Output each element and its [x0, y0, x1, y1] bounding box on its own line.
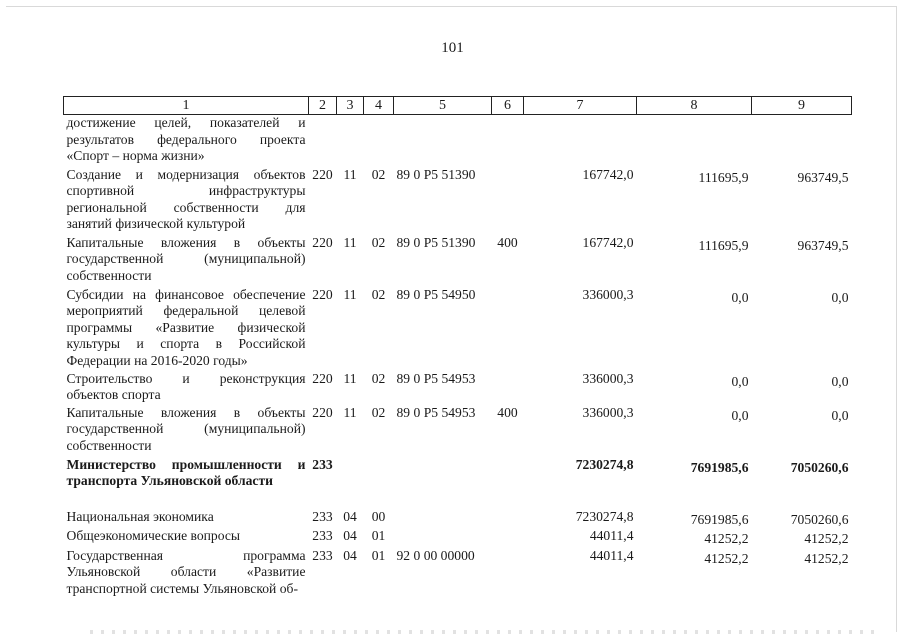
table-row	[64, 548, 852, 598]
column-header-1: 1	[64, 97, 309, 115]
cell-subsection: 01	[371, 528, 386, 543]
table-row	[64, 235, 852, 287]
cell-amount-col9: 7050260,6	[790, 459, 849, 475]
cell-amount-col7: 44011,4	[589, 528, 634, 543]
cell-subsection	[364, 115, 394, 167]
table-row	[64, 457, 852, 509]
cell-amount-col7: 336000,3	[582, 370, 634, 386]
table-body	[64, 115, 852, 598]
cell-gov-code	[309, 115, 337, 167]
cell-amount-col9: 41252,2	[804, 550, 849, 566]
column-header-4: 4	[364, 97, 394, 115]
cell-subsection	[364, 457, 394, 509]
cell-amount-col9: 0,0	[831, 289, 849, 305]
cell-expense-type	[492, 528, 524, 548]
row-name: Национальная экономика	[66, 508, 214, 524]
column-header-6: 6	[492, 97, 524, 115]
cell-amount-col9: 0,0	[831, 407, 849, 423]
column-header-7: 7	[524, 97, 637, 115]
cell-section: 04	[343, 508, 357, 524]
cell-subsection: 02	[371, 234, 386, 250]
table-row	[64, 287, 852, 371]
cell-target-article	[394, 115, 492, 167]
cell-expense-type	[492, 287, 524, 371]
cell-subsection: 02	[371, 166, 386, 182]
cell-gov-code: 220	[312, 286, 333, 302]
table-row	[64, 115, 852, 167]
cell-gov-code: 233	[312, 547, 333, 563]
cell-amount-col8: 7691985,6	[690, 511, 749, 527]
cell-amount-col8: 0,0	[731, 289, 749, 305]
cell-expense-type	[492, 167, 524, 235]
table-row	[64, 371, 852, 405]
table-row	[64, 405, 852, 457]
row-name: Капитальные вложения в объекты государственной (муниципальной) собственности	[66, 404, 306, 453]
cell-expense-type	[492, 115, 524, 167]
cell-gov-code: 233	[312, 528, 333, 543]
cell-subsection: 02	[371, 404, 386, 420]
cell-target-article: 89 0 Р5 54953	[396, 370, 476, 386]
cell-subsection: 02	[371, 286, 386, 302]
row-name: Строительство и реконструкция объектов спорта	[66, 370, 306, 402]
cell-expense-type: 400	[497, 234, 518, 250]
column-header-2: 2	[309, 97, 337, 115]
cell-amount-col7: 7230274,8	[575, 508, 634, 524]
cell-amount-col8: 41252,2	[704, 531, 749, 546]
cell-section: 04	[343, 528, 357, 543]
row-name: Государственная программа Ульяновской области «Развитие транспортной системы Ульяновской об-	[66, 547, 306, 596]
cell-amount-col8: 7691985,6	[690, 459, 749, 475]
cell-target-article: 89 0 Р5 54950	[396, 286, 476, 302]
cell-amount-col7: 7230274,8	[575, 456, 634, 472]
scan-artifact	[90, 630, 880, 634]
cell-expense-type	[492, 509, 524, 529]
cell-subsection: 00	[371, 508, 386, 524]
cell-gov-code: 233	[312, 508, 333, 524]
cell-amount-col7: 336000,3	[582, 286, 634, 302]
cell-target-article	[394, 457, 492, 509]
cell-gov-code: 220	[312, 404, 333, 420]
cell-section	[337, 457, 364, 509]
cell-target-article: 89 0 Р5 51390	[396, 234, 476, 250]
cell-gov-code: 233	[312, 456, 333, 472]
cell-section: 04	[343, 547, 357, 563]
row-name: Министерство промышленности и транспорта Ульяновской области	[66, 456, 306, 488]
cell-amount-col7: 167742,0	[582, 234, 634, 250]
cell-gov-code: 220	[312, 166, 333, 182]
table-header	[64, 97, 852, 115]
cell-target-article: 89 0 Р5 54953	[396, 404, 476, 420]
cell-amount-col9	[752, 115, 852, 167]
row-name: достижение целей, показателей и результатов федерального проекта «Спорт – норма жизни»	[66, 115, 306, 163]
column-header-8: 8	[637, 97, 752, 115]
cell-amount-col7: 336000,3	[582, 404, 634, 420]
cell-expense-type	[492, 371, 524, 405]
cell-amount-col9: 7050260,6	[790, 511, 849, 527]
cell-gov-code: 220	[312, 234, 333, 250]
cell-amount-col9: 0,0	[831, 373, 849, 389]
cell-section	[337, 115, 364, 167]
column-header-3: 3	[337, 97, 364, 115]
row-name: Капитальные вложения в объекты государственной (муниципальной) собственности	[66, 234, 306, 283]
cell-expense-type	[492, 457, 524, 509]
cell-expense-type: 400	[497, 404, 518, 420]
cell-section: 11	[343, 166, 357, 182]
cell-subsection: 02	[371, 370, 386, 386]
column-header-9: 9	[752, 97, 852, 115]
cell-amount-col8: 41252,2	[704, 550, 749, 566]
cell-amount-col8: 111695,9	[698, 169, 749, 185]
cell-section: 11	[343, 234, 357, 250]
row-name: Создание и модернизация объектов спортивной инфраструктуры региональной собственности для занятий физической культурой	[66, 166, 306, 231]
page-number: 101	[441, 40, 464, 56]
cell-section: 11	[343, 370, 357, 386]
cell-amount-col9: 41252,2	[804, 531, 849, 546]
header-row	[64, 97, 852, 115]
cell-amount-col8	[637, 115, 752, 167]
cell-target-article: 89 0 Р5 51390	[396, 166, 476, 182]
budget-table	[63, 96, 852, 598]
row-name: Субсидии на финансовое обеспечение мероприятий федеральной целевой программы «Развитие физической культуры и спорта в Российской Федерации на 2016-2020 годы»	[66, 286, 306, 368]
cell-subsection: 01	[371, 547, 386, 563]
cell-section: 11	[343, 286, 357, 302]
cell-expense-type	[492, 548, 524, 598]
column-header-5: 5	[394, 97, 492, 115]
cell-amount-col7	[524, 115, 637, 167]
cell-amount-col8: 0,0	[731, 407, 749, 423]
cell-target-article	[394, 528, 492, 548]
cell-amount-col7: 44011,4	[589, 547, 634, 563]
cell-amount-col8: 111695,9	[698, 237, 749, 253]
table-row	[64, 167, 852, 235]
cell-amount-col9: 963749,5	[797, 169, 849, 185]
cell-target-article	[394, 509, 492, 529]
cell-gov-code: 220	[312, 370, 333, 386]
cell-amount-col7: 167742,0	[582, 166, 634, 182]
cell-amount-col9: 963749,5	[797, 237, 849, 253]
table-row	[64, 528, 852, 548]
table-row	[64, 509, 852, 529]
cell-target-article: 92 0 00 00000	[396, 547, 475, 563]
row-name: Общеэкономические вопросы	[66, 528, 241, 543]
cell-section: 11	[343, 404, 357, 420]
cell-amount-col8: 0,0	[731, 373, 749, 389]
